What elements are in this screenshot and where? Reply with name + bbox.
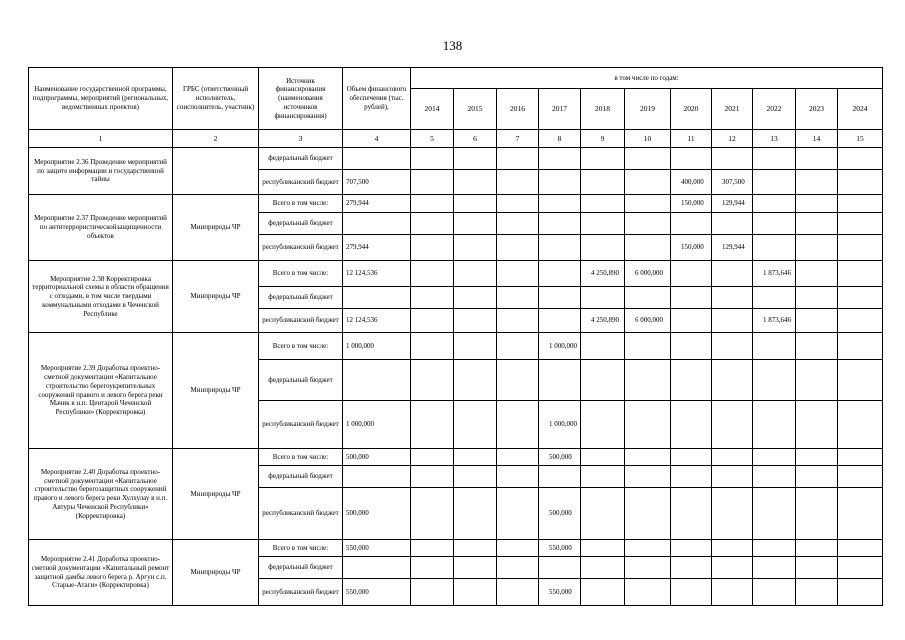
- year-value-2017: 500,000: [539, 488, 581, 540]
- header-by-years: в том числе по годам:: [411, 68, 883, 89]
- year-value-2021: [712, 287, 753, 309]
- funding-source: республиканский бюджет: [259, 170, 343, 195]
- total-volume: 1 000,000: [343, 333, 411, 360]
- column-number-8: 8: [539, 130, 581, 148]
- header-name: Наименование государственной программы, подпрограммы, мероприятий (региональных, ведомственных проектов): [29, 68, 173, 130]
- year-value-2023: [796, 449, 838, 466]
- year-value-2024: [838, 488, 883, 540]
- year-value-2023: [796, 287, 838, 309]
- year-value-2022: [753, 488, 796, 540]
- year-value-2017: [539, 466, 581, 488]
- year-value-2024: [838, 466, 883, 488]
- year-value-2015: [454, 449, 497, 466]
- year-value-2016: [497, 261, 539, 287]
- year-value-2020: [671, 466, 712, 488]
- header-year-2020: 2020: [671, 89, 712, 130]
- table-row: [29, 449, 883, 466]
- year-value-2023: [796, 557, 838, 579]
- page-number: 138: [442, 38, 463, 53]
- year-value-2016: [497, 449, 539, 466]
- year-value-2020: [671, 213, 712, 235]
- column-number-14: 14: [796, 130, 838, 148]
- year-value-2021: [712, 333, 753, 360]
- year-value-2014: [411, 148, 454, 170]
- total-volume: 550,000: [343, 579, 411, 606]
- funding-source: Всего в том числе:: [259, 333, 343, 360]
- year-value-2016: [497, 333, 539, 360]
- year-value-2017: [539, 261, 581, 287]
- year-value-2022: [753, 557, 796, 579]
- measure-name: Мероприятие 2.36 Проведение мероприятий по защите информации и государственной тайны: [29, 148, 173, 195]
- year-value-2019: [625, 579, 671, 606]
- year-value-2024: [838, 261, 883, 287]
- header-volume: Объем финансового обеспечения (тыс. рублей),: [343, 68, 411, 130]
- header-year-2022: 2022: [753, 89, 796, 130]
- funding-source: республиканский бюджет: [259, 579, 343, 606]
- year-value-2017: 1 000,000: [539, 333, 581, 360]
- total-volume: 12 124,536: [343, 309, 411, 333]
- year-value-2023: [796, 213, 838, 235]
- total-volume: [343, 287, 411, 309]
- year-value-2015: [454, 309, 497, 333]
- year-value-2022: 1 873,646: [753, 309, 796, 333]
- year-value-2017: 550,000: [539, 579, 581, 606]
- year-value-2014: [411, 540, 454, 557]
- year-value-2014: [411, 466, 454, 488]
- year-value-2018: [581, 333, 625, 360]
- year-value-2017: [539, 148, 581, 170]
- year-value-2023: [796, 333, 838, 360]
- column-number-15: 15: [838, 130, 883, 148]
- year-value-2017: [539, 309, 581, 333]
- column-number-4: 4: [343, 130, 411, 148]
- year-value-2020: [671, 449, 712, 466]
- header-year-2021: 2021: [712, 89, 753, 130]
- year-value-2021: [712, 401, 753, 449]
- year-value-2024: [838, 360, 883, 401]
- year-value-2023: [796, 195, 838, 213]
- year-value-2016: [497, 540, 539, 557]
- year-value-2021: [712, 540, 753, 557]
- year-value-2018: [581, 557, 625, 579]
- header-year-2017: 2017: [539, 89, 581, 130]
- year-value-2020: [671, 360, 712, 401]
- header-year-2019: 2019: [625, 89, 671, 130]
- column-number-7: 7: [497, 130, 539, 148]
- year-value-2018: [581, 287, 625, 309]
- year-value-2019: [625, 401, 671, 449]
- year-value-2022: [753, 170, 796, 195]
- year-value-2018: [581, 540, 625, 557]
- year-value-2021: 129,944: [712, 195, 753, 213]
- year-value-2021: [712, 449, 753, 466]
- total-volume: 12 124,536: [343, 261, 411, 287]
- header-grbs: ГРБС (ответственный исполнитель, соисполнитель, участник): [173, 68, 259, 130]
- year-value-2023: [796, 540, 838, 557]
- year-value-2015: [454, 466, 497, 488]
- header-year-2024: 2024: [838, 89, 883, 130]
- year-value-2024: [838, 213, 883, 235]
- year-value-2022: 1 873,646: [753, 261, 796, 287]
- year-value-2018: [581, 466, 625, 488]
- year-value-2020: [671, 579, 712, 606]
- year-value-2019: [625, 360, 671, 401]
- year-value-2017: [539, 213, 581, 235]
- year-value-2022: [753, 401, 796, 449]
- measure-name: Мероприятие 2.37 Проведение мероприятий по антитеррористическойзащищенности объектов: [29, 195, 173, 261]
- funding-source: федеральный бюджет: [259, 148, 343, 170]
- table-row: [29, 333, 883, 360]
- year-value-2014: [411, 401, 454, 449]
- year-value-2019: [625, 540, 671, 557]
- year-value-2016: [497, 287, 539, 309]
- year-value-2019: [625, 195, 671, 213]
- total-volume: [343, 213, 411, 235]
- total-volume: 279,944: [343, 195, 411, 213]
- header-year-2023: 2023: [796, 89, 838, 130]
- year-value-2018: [581, 401, 625, 449]
- funding-source: федеральный бюджет: [259, 466, 343, 488]
- year-value-2017: [539, 557, 581, 579]
- year-value-2017: [539, 287, 581, 309]
- year-value-2023: [796, 401, 838, 449]
- year-value-2018: [581, 449, 625, 466]
- year-value-2017: 500,000: [539, 449, 581, 466]
- year-value-2014: [411, 579, 454, 606]
- year-value-2015: [454, 488, 497, 540]
- funding-source: федеральный бюджет: [259, 557, 343, 579]
- table-row: [29, 261, 883, 287]
- year-value-2021: [712, 261, 753, 287]
- year-value-2014: [411, 333, 454, 360]
- year-value-2014: [411, 287, 454, 309]
- year-value-2023: [796, 170, 838, 195]
- year-value-2019: [625, 449, 671, 466]
- total-volume: [343, 148, 411, 170]
- year-value-2021: 307,500: [712, 170, 753, 195]
- funding-source: республиканский бюджет: [259, 401, 343, 449]
- year-value-2024: [838, 449, 883, 466]
- grbs-cell: Минприроды ЧР: [173, 333, 259, 449]
- year-value-2016: [497, 579, 539, 606]
- year-value-2016: [497, 213, 539, 235]
- year-value-2021: [712, 309, 753, 333]
- year-value-2020: [671, 557, 712, 579]
- funding-source: Всего в том числе:: [259, 261, 343, 287]
- grbs-cell: Минприроды ЧР: [173, 540, 259, 606]
- year-value-2024: [838, 148, 883, 170]
- year-value-2014: [411, 360, 454, 401]
- year-value-2017: [539, 170, 581, 195]
- year-value-2016: [497, 170, 539, 195]
- year-value-2022: [753, 235, 796, 261]
- column-number-9: 9: [581, 130, 625, 148]
- funding-source: Всего в том числе:: [259, 449, 343, 466]
- column-number-2: 2: [173, 130, 259, 148]
- year-value-2020: [671, 309, 712, 333]
- year-value-2015: [454, 579, 497, 606]
- year-value-2014: [411, 261, 454, 287]
- measure-name: Мероприятие 2.38 Корректировка территориальной схемы в области обращения с отходами, в том числе твердыми коммунальными отходами в Чеченской Республике: [29, 261, 173, 333]
- year-value-2022: [753, 449, 796, 466]
- year-value-2014: [411, 195, 454, 213]
- table-row: [29, 540, 883, 557]
- budget-table: [28, 67, 883, 606]
- funding-source: Всего в том числе:: [259, 540, 343, 557]
- year-value-2020: [671, 333, 712, 360]
- year-value-2020: [671, 401, 712, 449]
- year-value-2018: [581, 170, 625, 195]
- year-value-2015: [454, 148, 497, 170]
- year-value-2019: [625, 488, 671, 540]
- year-value-2015: [454, 401, 497, 449]
- year-value-2015: [454, 195, 497, 213]
- year-value-2020: [671, 148, 712, 170]
- grbs-cell: [173, 148, 259, 195]
- table-row: [29, 195, 883, 213]
- year-value-2021: [712, 579, 753, 606]
- header-year-2014: 2014: [411, 89, 454, 130]
- year-value-2019: [625, 213, 671, 235]
- total-volume: 550,000: [343, 540, 411, 557]
- year-value-2023: [796, 579, 838, 606]
- total-volume: 1 000,000: [343, 401, 411, 449]
- year-value-2017: [539, 360, 581, 401]
- funding-source: федеральный бюджет: [259, 287, 343, 309]
- year-value-2020: 400,000: [671, 170, 712, 195]
- year-value-2014: [411, 170, 454, 195]
- column-number-13: 13: [753, 130, 796, 148]
- year-value-2022: [753, 148, 796, 170]
- grbs-cell: Минприроды ЧР: [173, 261, 259, 333]
- year-value-2018: 4 250,890: [581, 261, 625, 287]
- column-number-10: 10: [625, 130, 671, 148]
- funding-source: Всего в том числе:: [259, 195, 343, 213]
- year-value-2016: [497, 557, 539, 579]
- funding-source: республиканский бюджет: [259, 235, 343, 261]
- year-value-2019: 6 000,000: [625, 309, 671, 333]
- year-value-2020: [671, 540, 712, 557]
- year-value-2015: [454, 235, 497, 261]
- year-value-2018: [581, 148, 625, 170]
- year-value-2021: [712, 360, 753, 401]
- year-value-2022: [753, 579, 796, 606]
- year-value-2020: 150,000: [671, 235, 712, 261]
- year-value-2022: [753, 360, 796, 401]
- year-value-2015: [454, 170, 497, 195]
- year-value-2016: [497, 195, 539, 213]
- year-value-2023: [796, 235, 838, 261]
- year-value-2021: [712, 148, 753, 170]
- year-value-2023: [796, 466, 838, 488]
- year-value-2024: [838, 333, 883, 360]
- table-row: [29, 148, 883, 170]
- year-value-2024: [838, 540, 883, 557]
- year-value-2020: [671, 488, 712, 540]
- year-value-2019: [625, 148, 671, 170]
- year-value-2019: [625, 235, 671, 261]
- year-value-2014: [411, 557, 454, 579]
- year-value-2022: [753, 333, 796, 360]
- year-value-2018: [581, 213, 625, 235]
- measure-name: Мероприятие 2.40 Доработка проектно-сметной документации «Капитальное строительство берегозащитных сооружений правого и левого берега реки Хулхулау в н.п. Автуры Чеченской Республики» (Корректировка): [29, 449, 173, 540]
- year-value-2015: [454, 287, 497, 309]
- year-value-2018: [581, 360, 625, 401]
- grbs-cell: Минприроды ЧР: [173, 195, 259, 261]
- year-value-2021: [712, 557, 753, 579]
- column-number-6: 6: [454, 130, 497, 148]
- year-value-2016: [497, 401, 539, 449]
- year-value-2024: [838, 235, 883, 261]
- year-value-2018: 4 250,890: [581, 309, 625, 333]
- year-value-2024: [838, 287, 883, 309]
- year-value-2022: [753, 213, 796, 235]
- year-value-2024: [838, 170, 883, 195]
- year-value-2022: [753, 195, 796, 213]
- total-volume: [343, 360, 411, 401]
- year-value-2021: [712, 213, 753, 235]
- year-value-2016: [497, 360, 539, 401]
- total-volume: [343, 466, 411, 488]
- year-value-2015: [454, 540, 497, 557]
- year-value-2020: [671, 287, 712, 309]
- year-value-2015: [454, 360, 497, 401]
- measure-name: Мероприятие 2.39 Доработка проектно-сметной документации «Капитальное строительство берегоукрепительных сооружений правого и левого берега реки Мачик в н.п. Центарой Чеченской Республики» (Корректировка): [29, 333, 173, 449]
- year-value-2017: 550,000: [539, 540, 581, 557]
- column-number-3: 3: [259, 130, 343, 148]
- header-year-2016: 2016: [497, 89, 539, 130]
- year-value-2024: [838, 579, 883, 606]
- year-value-2014: [411, 449, 454, 466]
- funding-source: федеральный бюджет: [259, 213, 343, 235]
- year-value-2020: [671, 261, 712, 287]
- year-value-2016: [497, 235, 539, 261]
- year-value-2018: [581, 579, 625, 606]
- grbs-cell: Минприроды ЧР: [173, 449, 259, 540]
- year-value-2019: [625, 466, 671, 488]
- year-value-2023: [796, 261, 838, 287]
- funding-source: федеральный бюджет: [259, 360, 343, 401]
- year-value-2016: [497, 148, 539, 170]
- year-value-2021: [712, 488, 753, 540]
- funding-source: республиканский бюджет: [259, 488, 343, 540]
- year-value-2024: [838, 401, 883, 449]
- year-value-2023: [796, 309, 838, 333]
- year-value-2016: [497, 309, 539, 333]
- year-value-2020: 150,000: [671, 195, 712, 213]
- year-value-2018: [581, 235, 625, 261]
- year-value-2014: [411, 309, 454, 333]
- year-value-2021: 129,944: [712, 235, 753, 261]
- header-year-2018: 2018: [581, 89, 625, 130]
- year-value-2017: 1 000,000: [539, 401, 581, 449]
- header-year-2015: 2015: [454, 89, 497, 130]
- total-volume: [343, 557, 411, 579]
- year-value-2022: [753, 466, 796, 488]
- year-value-2023: [796, 488, 838, 540]
- column-number-11: 11: [671, 130, 712, 148]
- funding-source: республиканский бюджет: [259, 309, 343, 333]
- total-volume: 500,000: [343, 449, 411, 466]
- year-value-2022: [753, 287, 796, 309]
- measure-name: Мероприятие 2.41 Доработка проектно-сметной документации «Капитальный ремонт защитной дамбы левого берега р. Аргун с.п. Старые-Атаги» (Корректировка): [29, 540, 173, 606]
- year-value-2016: [497, 466, 539, 488]
- year-value-2015: [454, 261, 497, 287]
- year-value-2018: [581, 195, 625, 213]
- year-value-2019: [625, 170, 671, 195]
- year-value-2022: [753, 540, 796, 557]
- year-value-2024: [838, 195, 883, 213]
- year-value-2019: [625, 287, 671, 309]
- year-value-2015: [454, 333, 497, 360]
- year-value-2019: [625, 333, 671, 360]
- year-value-2015: [454, 557, 497, 579]
- year-value-2024: [838, 309, 883, 333]
- total-volume: 707,500: [343, 170, 411, 195]
- total-volume: 500,000: [343, 488, 411, 540]
- column-number-12: 12: [712, 130, 753, 148]
- year-value-2015: [454, 213, 497, 235]
- year-value-2017: [539, 235, 581, 261]
- year-value-2014: [411, 488, 454, 540]
- year-value-2014: [411, 235, 454, 261]
- year-value-2023: [796, 360, 838, 401]
- year-value-2023: [796, 148, 838, 170]
- total-volume: 279,944: [343, 235, 411, 261]
- year-value-2018: [581, 488, 625, 540]
- column-number-1: 1: [29, 130, 173, 148]
- header-source: Источник финансирования (наименования источников финансирования): [259, 68, 343, 130]
- year-value-2024: [838, 557, 883, 579]
- year-value-2016: [497, 488, 539, 540]
- year-value-2014: [411, 213, 454, 235]
- column-number-5: 5: [411, 130, 454, 148]
- year-value-2017: [539, 195, 581, 213]
- year-value-2019: [625, 557, 671, 579]
- year-value-2019: 6 000,000: [625, 261, 671, 287]
- year-value-2021: [712, 466, 753, 488]
